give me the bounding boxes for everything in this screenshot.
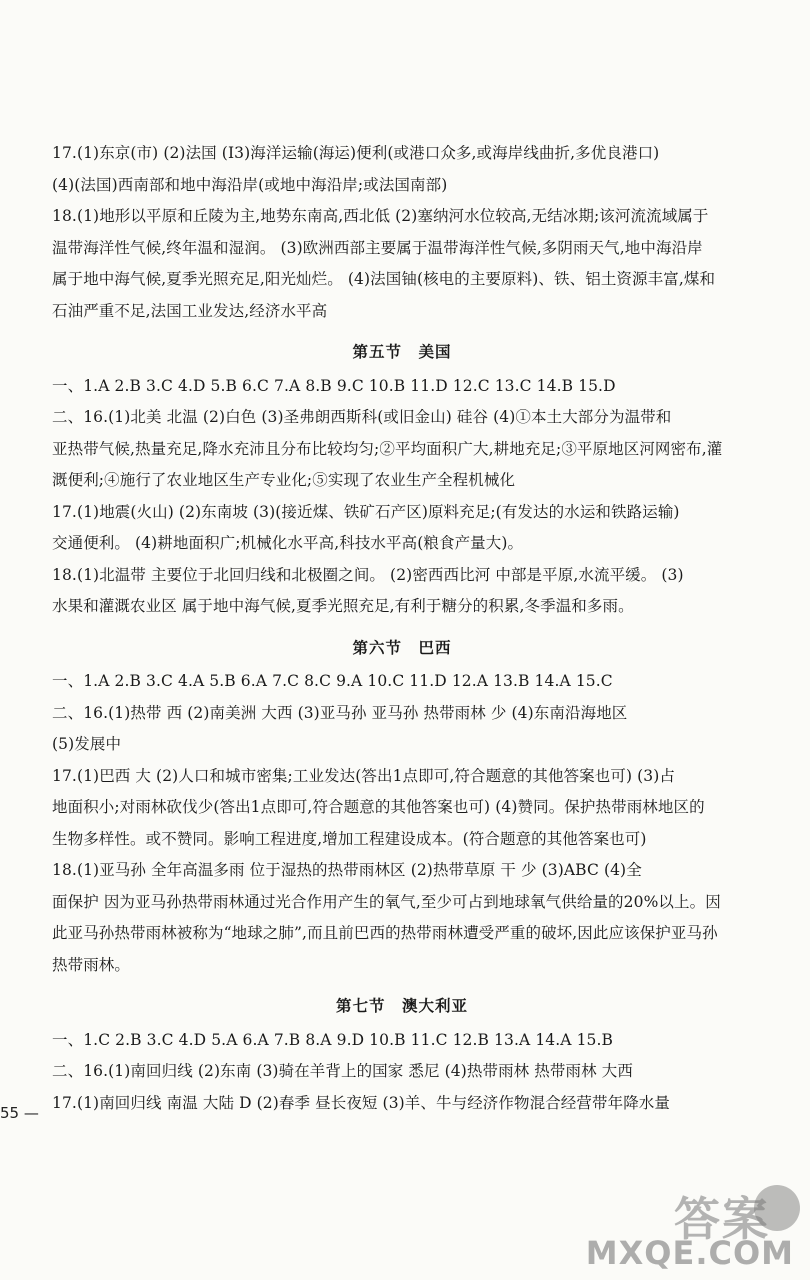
block-australia	[52, 1025, 752, 1120]
text-line: 18.(1)亚马孙 全年高温多雨 位于湿热的热带雨林区 (2)热带草原 干 少 (3)ABC (4)全	[52, 861, 642, 879]
section-title-brazil: 第六节 巴西	[352, 638, 452, 657]
section-title-australia: 第七节 澳大利亚	[335, 997, 468, 1015]
text-line: 石油严重不足,法国工业发达,经济水平高	[52, 301, 328, 320]
text-line: 此亚马孙热带雨林被称为“地球之肺”,而且前巴西的热带雨林遭受严重的破坏,因此应该保护亚马孙	[52, 924, 718, 942]
page-number: 55 —	[0, 1104, 39, 1122]
text-line: 18.(1)地形以平原和丘陵为主,地势东南高,西北低 (2)塞纳河水位较高,无结冰期;该河流流域属于	[52, 207, 709, 225]
text-line: 温带海洋性气候,终年温和湿润。 (3)欧洲西部主要属于温带海洋性气候,多阴雨天气,地中海沿岸	[52, 238, 703, 257]
block-france	[52, 138, 752, 327]
text-line: 亚热带气候,热量充足,降水充沛且分布比较均匀;②平均面积广大,耕地充足;③平原地区河网密布,灌	[52, 439, 723, 458]
text-line: (4)(法国)西南部和地中海沿岸(或地中海沿岸;或法国南部)	[52, 175, 448, 194]
text-line: 17.(1)地震(火山) (2)东南坡 (3)(接近煤、铁矿石产区)原料充足;(有发达的水运和铁路运输)	[52, 502, 680, 521]
watermark-bottom-text: MXQE.COM	[585, 1234, 794, 1272]
text-line: 17.(1)南回归线 南温 大陆 D (2)春季 昼长夜短 (3)羊、牛与经济作物混合经营带年降水量	[52, 1093, 671, 1112]
answer-content	[52, 138, 752, 1119]
text-line: 水果和灌溉农业区 属于地中海气候,夏季光照充足,有利于糖分的积累,冬季温和多雨。	[52, 597, 634, 615]
text-line: 交通便利。 (4)耕地面积广;机械化水平高,科技水平高(粮食产量大)。	[52, 534, 524, 552]
text-line: 一、1.C 2.B 3.C 4.D 5.A 6.A 7.B 8.A 9.D 10.B 11.C 12.B 13.A 14.A 15.B	[52, 1030, 614, 1049]
text-line: 一、1.A 2.B 3.C 4.D 5.B 6.C 7.A 8.B 9.C 10.B 11.D 12.C 13.C 14.B 15.D	[52, 376, 616, 395]
watermark-top-text: 答案	[674, 1192, 770, 1246]
text-line: 二、16.(1)南回归线 (2)东南 (3)骑在羊背上的国家 悉尼 (4)热带雨林 热带雨林 大西	[52, 1062, 633, 1080]
block-usa	[52, 371, 752, 623]
text-line: 地面积小;对雨林砍伐少(答出1点即可,符合题意的其他答案也可) (4)赞同。保护热带雨林地区的	[52, 798, 705, 816]
block-brazil	[52, 666, 752, 981]
text-line: 一、1.A 2.B 3.C 4.A 5.B 6.A 7.C 8.C 9.A 10.C 11.D 12.A 13.B 14.A 15.C	[52, 672, 613, 690]
text-line: 17.(1)东京(市) (2)法国 (I3)海洋运输(海运)便利(或港口众多,或海岸线曲折,多优良港口)	[52, 144, 660, 162]
section-title-usa: 第五节 美国	[352, 343, 452, 361]
text-line: 二、16.(1)热带 西 (2)南美洲 大西 (3)亚马孙 亚马孙 热带雨林 少 (4)东南沿海地区	[52, 703, 628, 722]
watermark-logo	[585, 1179, 800, 1274]
text-line: 溉便利;④施行了农业地区生产专业化;⑤实现了农业生产全程机械化	[52, 471, 516, 489]
text-line: 属于地中海气候,夏季光照充足,阳光灿烂。 (4)法国铀(核电的主要原料)、铁、铝土资源丰富,煤和	[52, 270, 716, 288]
text-line: 生物多样性。或不赞同。影响工程进度,增加工程建设成本。(符合题意的其他答案也可)	[52, 829, 647, 848]
text-line: 热带雨林。	[52, 955, 131, 974]
text-line: 二、16.(1)北美 北温 (2)白色 (3)圣弗朗西斯科(或旧金山) 硅谷 (4)①本土大部分为温带和	[52, 408, 672, 426]
text-line: 18.(1)北温带 主要位于北回归线和北极圈之间。 (2)密西西比河 中部是平原,水流平缓。 (3)	[52, 565, 684, 584]
text-line: (5)发展中	[52, 735, 122, 753]
text-line: 17.(1)巴西 大 (2)人口和城市密集;工业发达(答出1点即可,符合题意的其他答案也可) (3)占	[52, 766, 676, 785]
text-line: 面保护 因为亚马孙热带雨林通过光合作用产生的氧气,至少可占到地球氧气供给量的20%以上。因	[52, 892, 721, 911]
